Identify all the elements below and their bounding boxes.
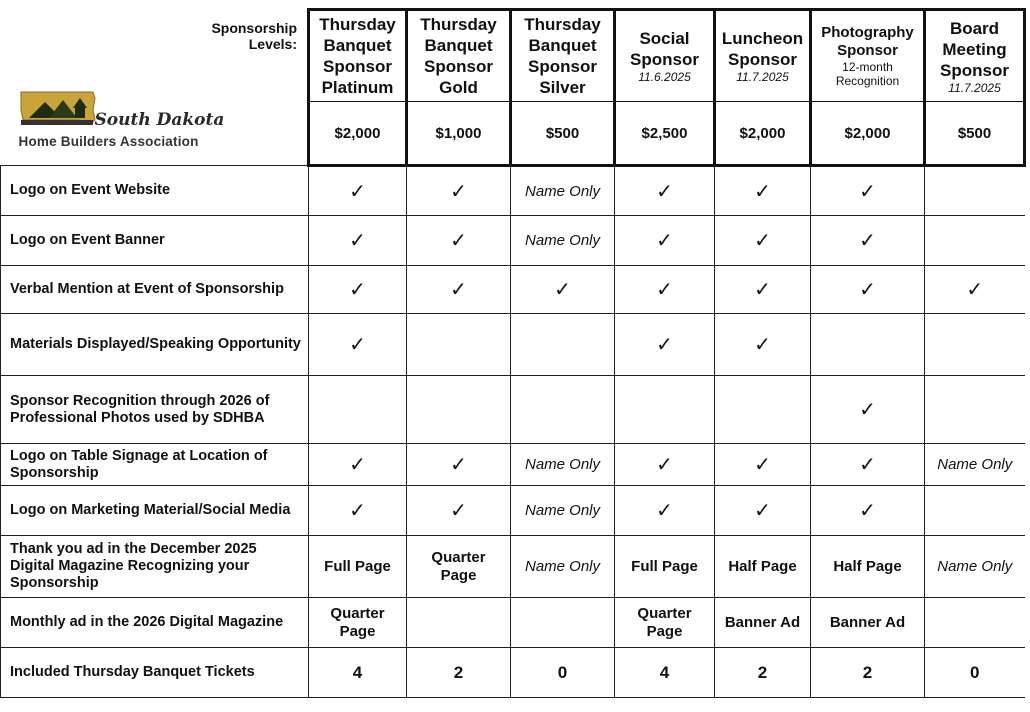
benefit-cell: [811, 486, 925, 536]
check-icon: ✓: [450, 180, 467, 203]
benefit-cell: [615, 314, 715, 376]
benefit-cell: [615, 598, 715, 648]
ad-size: Banner Ad: [829, 613, 906, 631]
level-price: $500: [511, 102, 615, 166]
level-name-line: Sponsor: [728, 50, 797, 69]
benefit-cell: [309, 314, 407, 376]
ad-size: Quarter Page: [637, 604, 692, 640]
benefit-cell: [511, 376, 615, 444]
benefit-cell: [925, 648, 1025, 698]
benefit-cell: [925, 536, 1025, 598]
levels-row: [1, 10, 1025, 102]
check-icon: ✓: [754, 334, 771, 356]
benefit-cell: [715, 266, 811, 314]
level-name-line: Meeting: [942, 39, 1007, 59]
table-row: [1, 486, 1025, 536]
benefit-cell: [407, 486, 511, 536]
ticket-count: 0: [557, 662, 568, 682]
benefit-cell: [511, 598, 615, 648]
benefit-cell: [511, 166, 615, 216]
benefit-cell: [309, 598, 407, 648]
check-icon: ✓: [656, 500, 673, 522]
check-icon: ✓: [859, 454, 876, 476]
check-icon: ✓: [859, 180, 876, 203]
levels-label: Sponsorship Levels:: [211, 19, 297, 52]
level-name-line: Sponsor: [940, 60, 1009, 80]
check-icon: ✓: [859, 500, 876, 522]
benefit-cell: [309, 266, 407, 314]
ad-size: Quarter Page: [330, 604, 385, 640]
benefit-label: Included Thursday Banquet Tickets: [1, 648, 309, 698]
benefit-label: Verbal Mention at Event of Sponsorship: [1, 266, 309, 314]
benefit-cell: [925, 486, 1025, 536]
ad-size: Half Page: [833, 557, 902, 575]
benefit-label: Monthly ad in the 2026 Digital Magazine: [1, 598, 309, 648]
benefit-cell: [925, 166, 1025, 216]
benefit-cell: [925, 266, 1025, 314]
level-header: [811, 10, 925, 102]
benefit-cell: [715, 648, 811, 698]
benefit-cell: [715, 314, 811, 376]
benefit-cell: [407, 598, 511, 648]
benefit-cell: [811, 376, 925, 444]
level-name-line: Banquet: [528, 36, 597, 55]
benefit-cell: [811, 536, 925, 598]
benefit-label: Logo on Event Website: [1, 166, 309, 216]
organization-subtitle: Home Builders Association: [18, 133, 199, 149]
benefit-cell: [511, 266, 615, 314]
check-icon: ✓: [554, 279, 571, 301]
table-row: [1, 648, 1025, 698]
table-row: [1, 376, 1025, 444]
level-name-line: Board: [949, 18, 1000, 38]
benefit-cell: [811, 598, 925, 648]
check-icon: ✓: [450, 230, 467, 252]
header-corner: [1, 10, 309, 166]
table-row: [1, 536, 1025, 598]
benefit-cell: [615, 376, 715, 444]
level-price: $1,000: [407, 102, 511, 166]
benefit-cell: [615, 266, 715, 314]
level-name-line: Photography: [821, 24, 914, 41]
check-icon: ✓: [754, 279, 771, 301]
table-row: [1, 216, 1025, 266]
level-date: 11.6.2025: [638, 70, 691, 84]
benefit-cell: [715, 536, 811, 598]
benefit-cell: [407, 166, 511, 216]
benefit-cell: [511, 486, 615, 536]
name-only-text: Name Only: [524, 182, 601, 200]
benefit-cell: [715, 486, 811, 536]
benefit-cell: [309, 216, 407, 266]
check-icon: ✓: [349, 279, 366, 301]
table-row: [1, 314, 1025, 376]
check-icon: ✓: [656, 454, 673, 476]
name-only-text: Name Only: [524, 232, 601, 249]
organization-name: South Dakota: [94, 109, 225, 130]
check-icon: ✓: [349, 230, 366, 252]
level-name-line: Gold: [439, 78, 478, 97]
benefit-cell: [615, 536, 715, 598]
ad-size: Full Page: [324, 557, 391, 575]
check-icon: ✓: [754, 500, 771, 522]
level-price: $2,000: [309, 102, 407, 166]
organization-logo: [15, 90, 225, 162]
level-name-line: Thursday: [319, 15, 396, 34]
benefit-cell: [811, 314, 925, 376]
benefit-cell: [615, 216, 715, 266]
benefit-cell: [615, 166, 715, 216]
ticket-count: 2: [862, 662, 873, 682]
benefit-cell: [615, 444, 715, 486]
level-price: $500: [925, 102, 1025, 166]
benefit-cell: [811, 444, 925, 486]
level-name-line: Thursday: [420, 15, 497, 34]
level-name-line: Sponsor: [630, 50, 699, 69]
table-row: [1, 444, 1025, 486]
level-name-line: Thursday: [524, 15, 601, 34]
benefit-cell: [811, 216, 925, 266]
level-header: [715, 10, 811, 102]
level-note: 12-month Recognition: [835, 60, 900, 88]
level-price: $2,000: [715, 102, 811, 166]
check-icon: ✓: [349, 334, 366, 356]
name-only-text: Name Only: [524, 456, 601, 473]
benefit-cell: [407, 216, 511, 266]
benefit-cell: [925, 598, 1025, 648]
benefit-label: Logo on Event Banner: [1, 216, 309, 266]
name-only-text: Name Only: [524, 558, 601, 575]
benefit-cell: [511, 648, 615, 698]
level-date: 11.7.2025: [736, 70, 789, 84]
benefit-label: Logo on Table Signage at Location of Sponsorship: [1, 444, 309, 486]
benefit-cell: [407, 536, 511, 598]
check-icon: ✓: [450, 500, 467, 522]
ticket-count: 2: [757, 662, 768, 682]
benefit-cell: [407, 376, 511, 444]
benefit-cell: [925, 444, 1025, 486]
sponsorship-table: [0, 8, 1026, 698]
check-icon: ✓: [754, 230, 771, 252]
level-date: 11.7.2025: [948, 80, 1001, 95]
check-icon: ✓: [450, 279, 467, 301]
benefit-cell: [811, 166, 925, 216]
benefit-cell: [715, 376, 811, 444]
ticket-count: 4: [659, 662, 670, 682]
benefit-cell: [511, 216, 615, 266]
check-icon: ✓: [656, 279, 673, 301]
benefit-cell: [925, 376, 1025, 444]
level-header: [511, 10, 615, 102]
check-icon: ✓: [656, 230, 673, 252]
check-icon: ✓: [349, 500, 366, 522]
check-icon: ✓: [754, 180, 771, 203]
level-price: $2,500: [615, 102, 715, 166]
benefit-cell: [309, 648, 407, 698]
ticket-count: 4: [352, 662, 363, 682]
check-icon: ✓: [859, 279, 876, 301]
ad-size: Full Page: [631, 557, 698, 575]
benefit-rows: [1, 166, 1025, 698]
name-only-text: Name Only: [524, 502, 601, 519]
level-name-line: Sponsor: [424, 57, 493, 76]
check-icon: ✓: [656, 334, 673, 356]
benefit-cell: [715, 598, 811, 648]
level-name-line: Luncheon: [721, 29, 804, 48]
ticket-count: 0: [970, 662, 980, 682]
benefit-cell: [615, 648, 715, 698]
name-only-text: Name Only: [937, 558, 1013, 575]
level-name-line: Silver: [539, 78, 586, 97]
check-icon: ✓: [859, 230, 876, 252]
benefit-cell: [811, 266, 925, 314]
name-only-text: Name Only: [937, 456, 1013, 473]
level-name-line: Banquet: [424, 36, 493, 55]
benefit-cell: [511, 444, 615, 486]
benefit-cell: [407, 648, 511, 698]
benefit-cell: [811, 648, 925, 698]
level-header: [925, 10, 1025, 102]
benefit-cell: [407, 314, 511, 376]
level-header: [615, 10, 715, 102]
ad-size: Quarter Page: [431, 548, 486, 584]
level-name-line: Sponsor: [528, 57, 597, 76]
benefit-cell: [407, 444, 511, 486]
benefit-label: Materials Displayed/Speaking Opportunity: [1, 314, 309, 376]
table-row: [1, 598, 1025, 648]
benefit-cell: [407, 266, 511, 314]
benefit-label: Logo on Marketing Material/Social Media: [1, 486, 309, 536]
check-icon: ✓: [450, 454, 467, 476]
check-icon: ✓: [349, 180, 366, 203]
benefit-cell: [309, 376, 407, 444]
benefit-cell: [309, 536, 407, 598]
benefit-cell: [309, 166, 407, 216]
check-icon: ✓: [966, 279, 984, 301]
benefit-cell: [715, 216, 811, 266]
benefit-label: Thank you ad in the December 2025 Digital Magazine Recognizing your Sponsorship: [1, 536, 309, 598]
ad-size: Half Page: [728, 557, 797, 575]
benefit-cell: [925, 314, 1025, 376]
benefit-cell: [309, 444, 407, 486]
table-row: [1, 266, 1025, 314]
benefit-cell: [511, 536, 615, 598]
level-header: [407, 10, 511, 102]
check-icon: ✓: [656, 180, 673, 203]
benefit-cell: [309, 486, 407, 536]
level-name-line: Platinum: [321, 78, 394, 97]
check-icon: ✓: [349, 454, 366, 476]
level-name-line: Banquet: [323, 36, 392, 55]
benefit-cell: [511, 314, 615, 376]
check-icon: ✓: [754, 454, 771, 476]
benefit-cell: [715, 166, 811, 216]
benefit-label: Sponsor Recognition through 2026 of Professional Photos used by SDHBA: [1, 376, 309, 444]
benefit-cell: [925, 216, 1025, 266]
table-row: [1, 166, 1025, 216]
level-name-line: Social: [639, 29, 690, 48]
level-header: [309, 10, 407, 102]
benefit-cell: [715, 444, 811, 486]
level-price: $2,000: [811, 102, 925, 166]
ad-size: Banner Ad: [724, 613, 801, 631]
level-name-line: Sponsor: [323, 57, 392, 76]
ticket-count: 2: [453, 662, 464, 682]
level-name-line: Sponsor: [837, 42, 898, 59]
check-icon: ✓: [859, 399, 876, 421]
benefit-cell: [615, 486, 715, 536]
